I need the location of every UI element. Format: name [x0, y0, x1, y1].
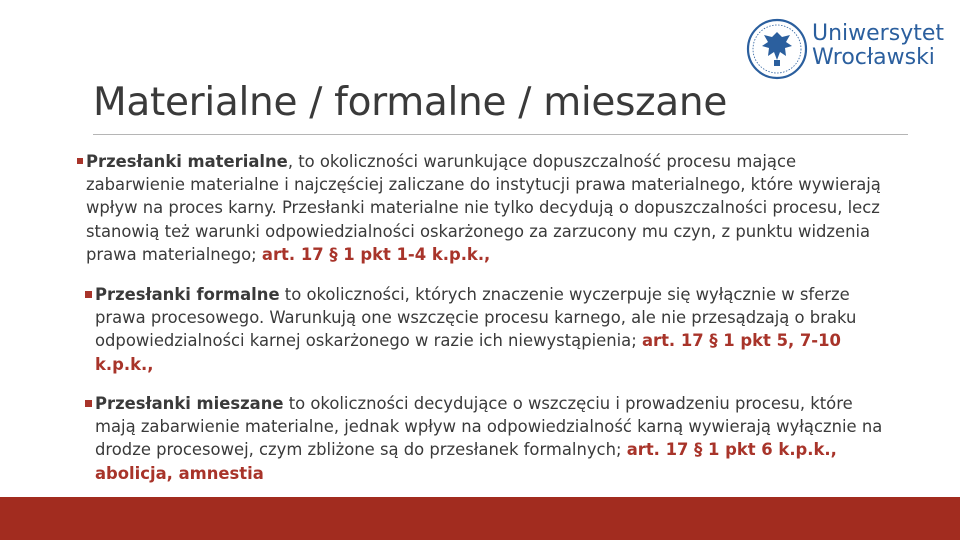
bullet-mixed: [78, 392, 885, 485]
bullet-lead: Przesłanki formalne: [95, 285, 280, 304]
university-logo: [746, 18, 944, 82]
bullet-square-icon: [77, 158, 83, 164]
bullet-square-icon: [85, 291, 92, 298]
logo-line-1: Uniwersytet: [812, 21, 944, 46]
logo-line-2: Wrocławski: [812, 45, 935, 70]
bullet-lead: Przesłanki materialne: [86, 152, 288, 171]
bullet-text: , to okoliczności warunkujące dopuszczalność procesu mające zabarwienie materialne i najczęściej zaliczane do instytucji prawa materialnego, które wywierają wpływ na proces karny. Przesłanki materialne nie tylko decydują o dopuszczalności procesu, lecz stanowią też warunki odpowiedzialności oskarżonego za zarzucony mu czyn, z punktu widzenia prawa materialnego;: [86, 152, 881, 264]
title-divider: [93, 134, 908, 135]
bullet-text: to okoliczności, których znaczenie wyczerpuje się wyłącznie w sferze prawa procesowego. Warunkują one wszczęcie procesu karnego, ale nie przesądzają o braku odpowiedzialności karnej oskarżonego w razie ich niewystąpienia;: [95, 285, 857, 351]
footer-bar: [0, 497, 960, 540]
bullet-formal: [78, 283, 895, 376]
bullet-reference: art. 17 § 1 pkt 5, 7-10 k.p.k.,: [95, 331, 841, 374]
bullet-material: [77, 150, 886, 266]
bullet-text: to okoliczności decydujące o wszczęciu i prowadzeniu procesu, które mają zabarwienie materialne, jednak wpływ na odpowiedzialność karną wywierają wyłącznie na drodze procesowej, czym zbliżone są do przesłanek formalnych;: [95, 394, 883, 460]
bullet-reference: art. 17 § 1 pkt 1-4 k.p.k.,: [261, 244, 491, 264]
slide-title: Materialne / formalne / mieszane: [93, 80, 728, 125]
bullet-square-icon: [85, 400, 92, 407]
university-crest-icon: [746, 18, 808, 80]
bullet-lead: Przesłanki mieszane: [95, 394, 284, 413]
bullet-reference: art. 17 § 1 pkt 6 k.p.k., abolicja, amnestia: [95, 440, 837, 483]
